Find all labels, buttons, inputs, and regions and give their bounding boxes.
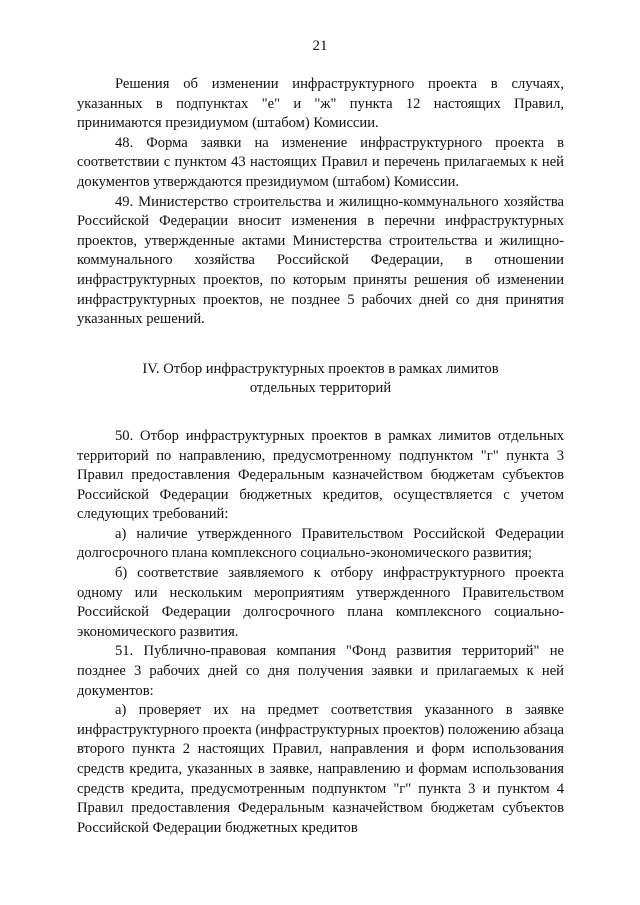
paragraph-49: 49. Министерство строительства и жилищно-коммунального хозяйства Российской Федерации вносит изменения в перечни инфраструктурных проектов, утвержденные актами Министерства строительства и жилищно-коммунального хозяйства Российской Федерации, в отношении инфраструктурных проектов, по которым приняты решения об изменении инфраструктурных проектов, не позднее 5 рабочих дней со дня принятия указанных решений.: [77, 193, 564, 328]
paragraph-decisions: Решения об изменении инфраструктурного проекта в случаях, указанных в подпунктах "е" и "ж" пункта 12 настоящих Правил, принимаются президиумом (штабом) Комиссии.: [77, 76, 564, 132]
section-heading: [77, 360, 564, 399]
section-heading-line-1: IV. Отбор инфраструктурных проектов в рамках лимитов: [142, 360, 499, 377]
section-heading-line-2: отдельных территорий: [249, 380, 392, 397]
paragraph-50-a: а) наличие утвержденного Правительством Российской Федерации долгосрочного плана комплексного социально-экономического развития;: [77, 525, 564, 562]
paragraph-51: 51. Публично-правовая компания "Фонд развития территорий" не позднее 3 рабочих дней со дня получения заявки и прилагаемых к ней документов:: [77, 643, 564, 699]
paragraph-50-b: б) соответствие заявляемого к отбору инфраструктурного проекта одному или нескольким мероприятиям утвержденного Правительством Российской Федерации долгосрочного плана комплексного социально-экономического развития.: [77, 565, 564, 640]
page-number: 21: [312, 38, 328, 54]
paragraph-48: 48. Форма заявки на изменение инфраструктурного проекта в соответствии с пунктом 43 настоящих Правил и перечень прилагаемых к ней документов утверждаются президиумом (штабом) Комиссии.: [77, 134, 564, 190]
document-body: [77, 75, 564, 838]
paragraph-50: 50. Отбор инфраструктурных проектов в рамках лимитов отдельных территорий по направлению, предусмотренному подпунктом "г" пункта 3 Правил предоставления Федеральным казначейством бюджетам субъектов Российской Федерации бюджетных кредитов, осуществляется с учетом следующих требований:: [77, 427, 564, 523]
paragraph-51-a: а) проверяет их на предмет соответствия указанного в заявке инфраструктурного проекта (инфраструктурных проектов) положению абзаца второго пункта 2 настоящих Правил, направления и форм использования средств кредита, указанных в заявке, направлению и формам использования средств кредита, предусмотренным подпунктом "г" пункта 3 и пунктом 4 Правил предоставления Федеральным казначейством бюджетам субъектов Российской Федерации бюджетных кредитов: [77, 702, 564, 836]
